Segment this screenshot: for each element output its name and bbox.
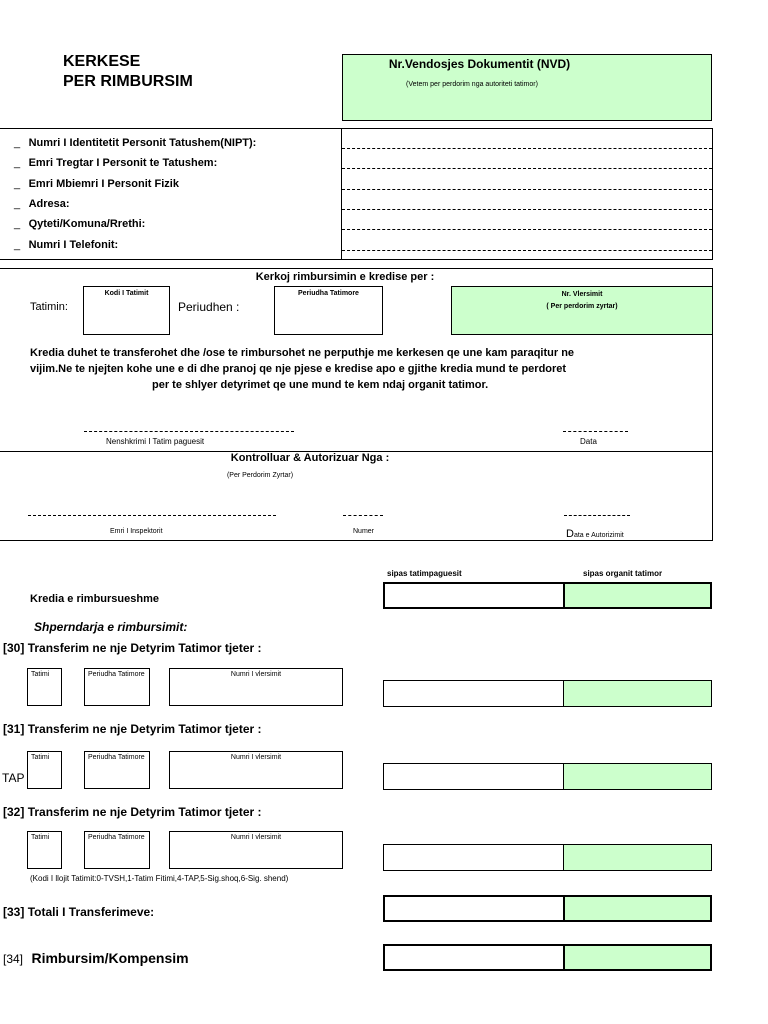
auth-date-label [566,524,624,542]
credit-authority-input[interactable] [563,582,712,609]
identity-field-3 [14,174,179,192]
periudha-tatimore-label: Periudha Tatimore [298,290,359,297]
auth-date-line[interactable] [564,515,630,516]
identity-label: Emri Tregtar I Personit te Tatushem: [28,157,218,169]
form-title-line2: PER RIMBURSIM [63,73,193,90]
transfer-31-tatimi-box[interactable] [27,751,62,789]
credit-taxpayer-input[interactable] [383,582,565,609]
transfer-30-label [3,641,262,655]
total-label [3,905,154,919]
identity-marker: _ [14,239,21,251]
tatimi-label: Tatimi [31,671,50,678]
total-code: [33] [3,905,25,919]
refund-taxpayer-input[interactable] [383,944,565,971]
periudha-label: Periudha Tatimore [88,834,145,841]
identity-label: Numri I Telefonit: [28,239,119,251]
distribution-label: Shperndarja e rimbursimit: [34,620,188,634]
identity-input-3[interactable] [342,189,712,190]
transfer-30-taxpayer-input[interactable] [383,680,565,707]
tatimi-label: Tatimi [31,754,50,761]
tap-label: TAP [2,771,25,785]
statement-line-2: vijim.Ne te njejten kohe une e di dhe pranoj qe nje pjese e kredise apo e gjithe kredia mund te perdoret [30,363,567,375]
transfer-31-authority-input[interactable] [563,763,712,790]
transfer-text: Transferim ne nje Detyrim Tatimor tjeter : [27,805,262,819]
periudha-tatimore-box[interactable] [274,286,383,335]
periudha-label: Periudha Tatimore [88,671,145,678]
identity-input-2[interactable] [342,168,712,169]
number-label: Numer [353,528,375,535]
identity-field-1 [14,133,256,151]
identity-field-5 [14,214,145,232]
identity-input-6[interactable] [342,250,712,251]
transfer-30-periudha-box[interactable] [84,668,150,706]
inspector-line[interactable] [28,515,276,516]
date-line[interactable] [563,431,628,432]
tax-codes-note: (Kodi I llojit Tatimit:0-TVSH,1-Tatim Fitimi,4-TAP,5-Sig.shoq,6-Sig. shend) [30,874,289,883]
identity-label: Adresa: [28,198,70,210]
transfer-31-label [3,722,262,736]
nr-vlersimit-label: Nr. Vlersimit [561,291,603,298]
refund-text: Rimbursim/Kompensim [31,950,189,966]
statement [30,345,710,393]
refund-label [3,950,189,968]
identity-marker: _ [14,218,21,230]
col-header-authority: sipas organit tatimor [583,569,663,578]
inspector-label: Emri I Inspektorit [110,528,163,535]
control-title: Kontrolluar & Autorizuar Nga : [230,452,390,464]
form-title [63,52,193,92]
identity-label: Numri I Identitetit Personit Tatushem(NIPT): [28,137,257,149]
identity-input-4[interactable] [342,209,712,210]
identity-label: Qyteti/Komuna/Rrethi: [28,218,146,230]
nvd-note: (Vetem per perdorim nga autoriteti tatimor) [406,81,538,88]
identity-marker: _ [14,178,21,190]
tatimi-label: Tatimin: [30,301,68,313]
numri-label: Numri I vlersimit [230,834,282,841]
nvd-title: Nr.Vendosjes Dokumentit (NVD) [388,57,571,71]
identity-field-6 [14,235,118,253]
col-header-taxpayer: sipas tatimpaguesit [387,569,462,578]
credit-label: Kredia e rimbursueshme [30,593,159,605]
transfer-30-tatimi-box[interactable] [27,668,62,706]
total-authority-input[interactable] [563,895,712,922]
refund-authority-input[interactable] [563,944,712,971]
transfer-31-numri-box[interactable] [169,751,343,789]
numri-label: Numri I vlersimit [230,754,282,761]
transfer-31-periudha-box[interactable] [84,751,150,789]
number-line[interactable] [343,515,383,516]
transfer-code: [32] [3,805,25,819]
identity-marker: _ [14,157,21,169]
tatimi-label: Tatimi [31,834,50,841]
transfer-text: Transferim ne nje Detyrim Tatimor tjeter : [27,722,262,736]
total-taxpayer-input[interactable] [383,895,565,922]
identity-field-4 [14,194,70,212]
transfer-30-numri-box[interactable] [169,668,343,706]
transfer-code: [30] [3,641,25,655]
identity-label: Emri Mbiemri I Personit Fizik [28,178,179,190]
periudha-label: Periudha Tatimore [88,754,145,761]
identity-marker: _ [14,137,21,149]
nr-vlersimit-box [451,286,713,335]
request-title: Kerkoj rimbursimin e kredise per : [255,271,435,283]
kodi-tatimit-label: Kodi I Tatimit [104,290,149,297]
auth-date-rest: ata e Autorizimit [573,532,624,539]
refund-code: [34] [3,952,24,966]
date-label: Data [580,437,597,446]
transfer-32-periudha-box[interactable] [84,831,150,869]
auth-date-initial: D [566,528,574,540]
transfer-code: [31] [3,722,25,736]
signature-line[interactable] [84,431,294,432]
statement-line-3: per te shlyer detyrimet qe une mund te kem ndaj organit tatimor. [152,379,489,391]
transfer-text: Transferim ne nje Detyrim Tatimor tjeter : [27,641,262,655]
transfer-30-authority-input[interactable] [563,680,712,707]
official-use-label: ( Per perdorim zyrtar) [546,303,618,310]
identity-field-2 [14,153,217,171]
identity-marker: _ [14,198,21,210]
transfer-32-tatimi-box[interactable] [27,831,62,869]
form-title-line1: KERKESE [63,53,141,70]
total-text: Totali I Transferimeve: [27,905,155,919]
periudhen-label: Periudhen : [178,300,240,314]
transfer-32-taxpayer-input[interactable] [383,844,565,871]
kodi-tatimit-box[interactable] [83,286,170,335]
transfer-31-taxpayer-input[interactable] [383,763,565,790]
identity-input-1[interactable] [342,148,712,149]
transfer-32-numri-box[interactable] [169,831,343,869]
numri-label: Numri I vlersimit [230,671,282,678]
nvd-box [342,54,712,121]
control-official: (Per Perdorim Zyrtar) [226,472,294,479]
transfer-32-label [3,805,262,819]
statement-line-1: Kredia duhet te transferohet dhe /ose te rimbursohet ne perputhje me kerkesen qe une kam paraqitur ne [30,347,575,359]
signature-label: Nenshkrimi I Tatim paguesit [106,437,205,446]
identity-input-5[interactable] [342,229,712,230]
transfer-32-authority-input[interactable] [563,844,712,871]
